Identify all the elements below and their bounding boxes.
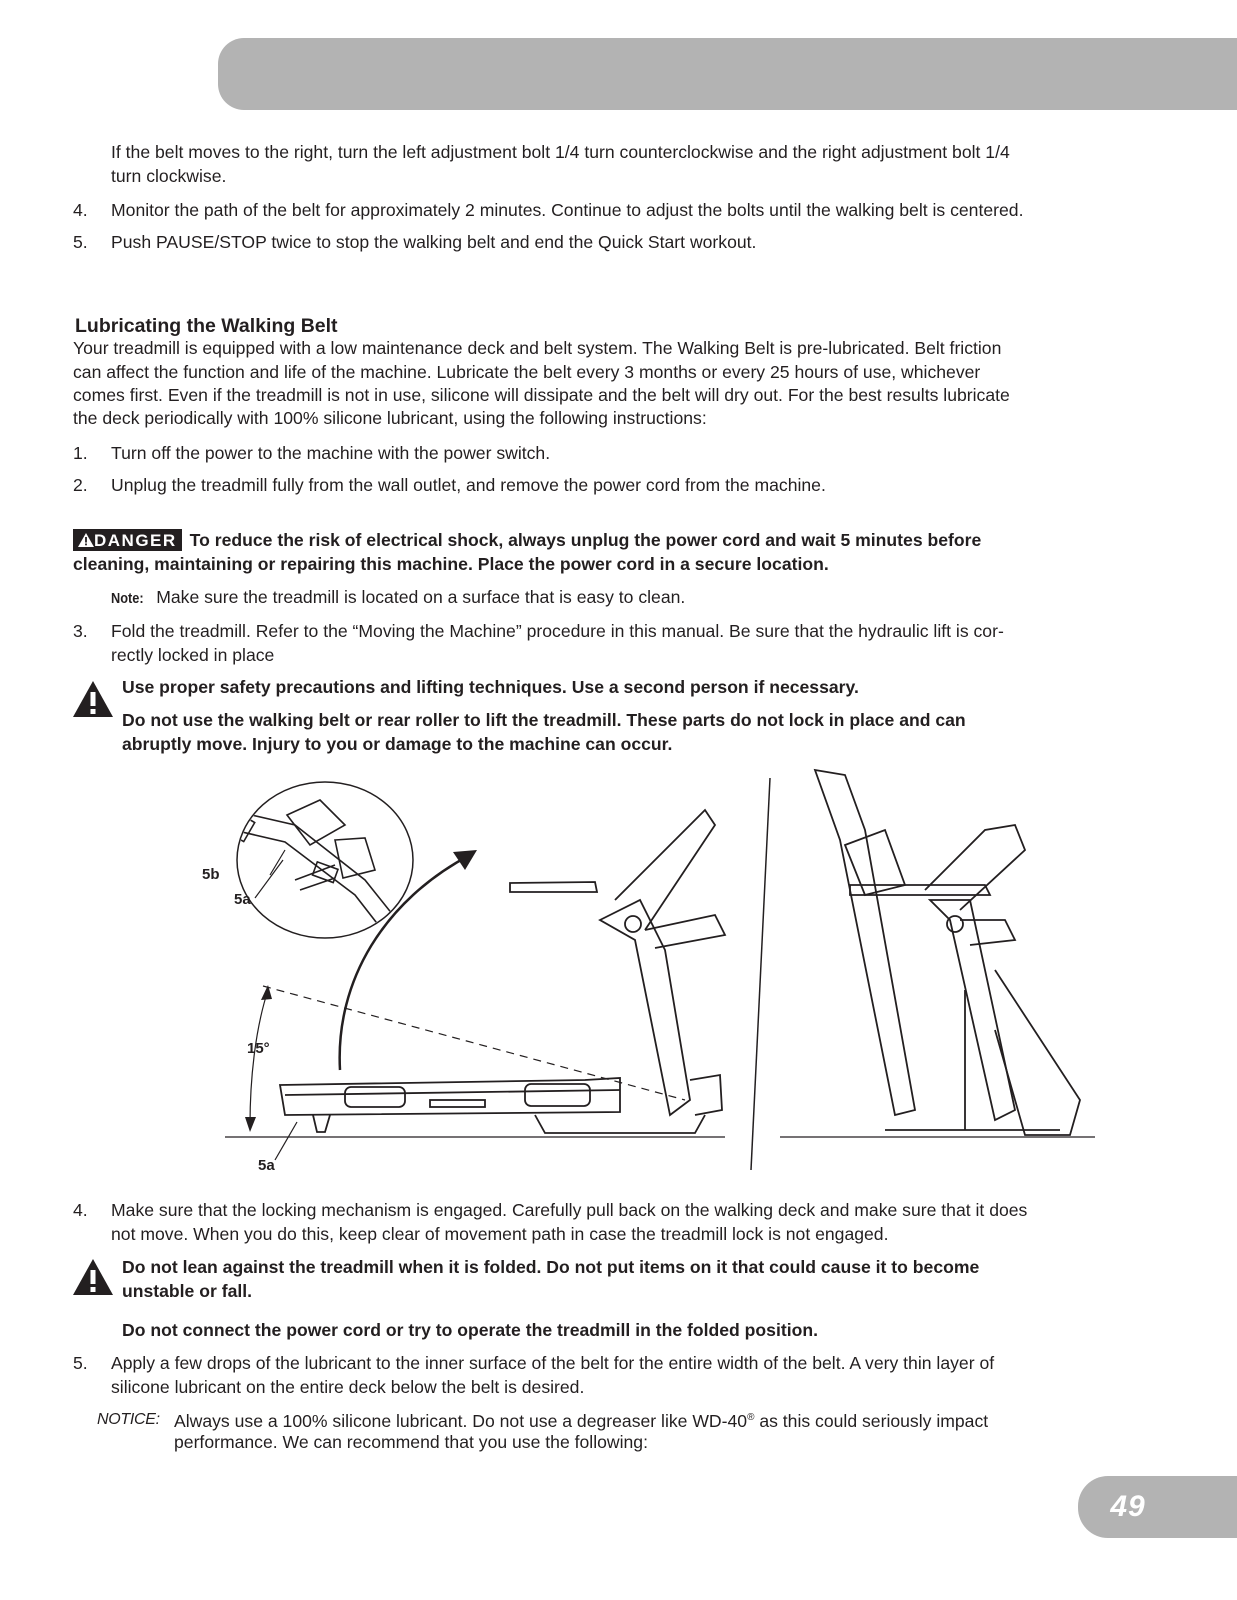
intro-line: Your treadmill is equipped with a low maintenance deck and belt system. The Walking Belt is pre-lubricated. Belt friction (73, 338, 1002, 358)
step-number: 4. (73, 1200, 88, 1220)
header-bar (218, 38, 1237, 110)
step-text: Apply a few drops of the lubricant to the inner surface of the belt for the entire width of the belt. A very thin layer of (111, 1353, 995, 1373)
step-number: 4. (73, 200, 88, 220)
danger-line-2: cleaning, maintaining or repairing this machine. Place the power cord in a secure location. (73, 554, 829, 574)
step-text: Fold the treadmill. Refer to the “Moving the Machine” procedure in this manual. Be sure that the hydraulic lift is cor- (111, 621, 1004, 641)
page-number: 49 (1110, 1490, 1146, 1523)
step-number: 5. (73, 232, 88, 252)
danger-line-1: DANGER To reduce the risk of electrical shock, always unplug the power cord and wait 5 minutes before (73, 528, 981, 552)
warning-line: Use proper safety precautions and lifting techniques. Use a second person if necessary. (122, 677, 859, 697)
warning-line: Do not lean against the treadmill when it is folded. Do not put items on it that could cause it to become (122, 1257, 980, 1277)
continued-line-2: turn clockwise. (111, 166, 227, 186)
warning-line: unstable or fall. (122, 1281, 253, 1301)
warning-line: Do not connect the power cord or try to operate the treadmill in the folded position. (122, 1320, 818, 1340)
step-text: Monitor the path of the belt for approximately 2 minutes. Continue to adjust the bolts until the walking belt is centered. (111, 200, 1024, 220)
note (111, 585, 685, 611)
note-text: Make sure the treadmill is located on a surface that is easy to clean. (156, 587, 686, 607)
warning-line: abruptly move. Injury to you or damage to the machine can occur. (122, 734, 673, 754)
step-text: Turn off the power to the machine with the power switch. (111, 443, 551, 463)
step-text: Push PAUSE/STOP twice to stop the walking belt and end the Quick Start workout. (111, 232, 757, 252)
intro-line: the deck periodically with 100% silicone lubricant, using the following instructions: (73, 408, 707, 428)
continued-line-1: If the belt moves to the right, turn the left adjustment bolt 1/4 turn counterclockwise and the right adjustment bolt 1/4 (111, 142, 1010, 162)
step-text: silicone lubricant on the entire deck below the belt is desired. (111, 1377, 585, 1397)
warning-triangle-icon (78, 533, 94, 547)
warning-icon (72, 680, 114, 718)
step-number: 3. (73, 621, 88, 641)
danger-badge: DANGER (73, 529, 182, 551)
intro-line: comes first. Even if the treadmill is not in use, silicone will dissipate and the belt will dry out. For the best results lubricate (73, 385, 1010, 405)
warning-icon (72, 1258, 114, 1296)
intro-line: can affect the function and life of the machine. Lubricate the belt every 3 months or every 25 hours of use, whichever (73, 362, 981, 382)
note-label: Note: (111, 590, 144, 607)
label-5b: 5b (202, 866, 220, 883)
label-5a-bottom: 5a (258, 1157, 275, 1174)
step-text: not move. When you do this, keep clear of movement path in case the treadmill lock is not engaged. (111, 1224, 889, 1244)
section-title: Lubricating the Walking Belt (75, 315, 338, 337)
notice-label: NOTICE: (97, 1411, 160, 1428)
step-number: 1. (73, 443, 88, 463)
step-text: Make sure that the locking mechanism is engaged. Carefully pull back on the walking deck and make sure that it does (111, 1200, 1028, 1220)
warning-line: Do not use the walking belt or rear roller to lift the treadmill. These parts do not lock in place and can (122, 710, 966, 730)
folding-treadmill-illustration (202, 770, 1105, 1180)
notice-line-2: performance. We can recommend that you use the following: (174, 1432, 648, 1452)
label-5a-inset: 5a (234, 891, 251, 908)
label-angle: 15° (247, 1040, 270, 1057)
step-number: 5. (73, 1353, 88, 1373)
notice-line-1: Always use a 100% silicone lubricant. Do not use a degreaser like WD-40® as this could seriously impact (174, 1410, 989, 1431)
step-text: Unplug the treadmill fully from the wall outlet, and remove the power cord from the machine. (111, 475, 826, 495)
step-text: rectly locked in place (111, 645, 275, 665)
step-number: 2. (73, 475, 88, 495)
